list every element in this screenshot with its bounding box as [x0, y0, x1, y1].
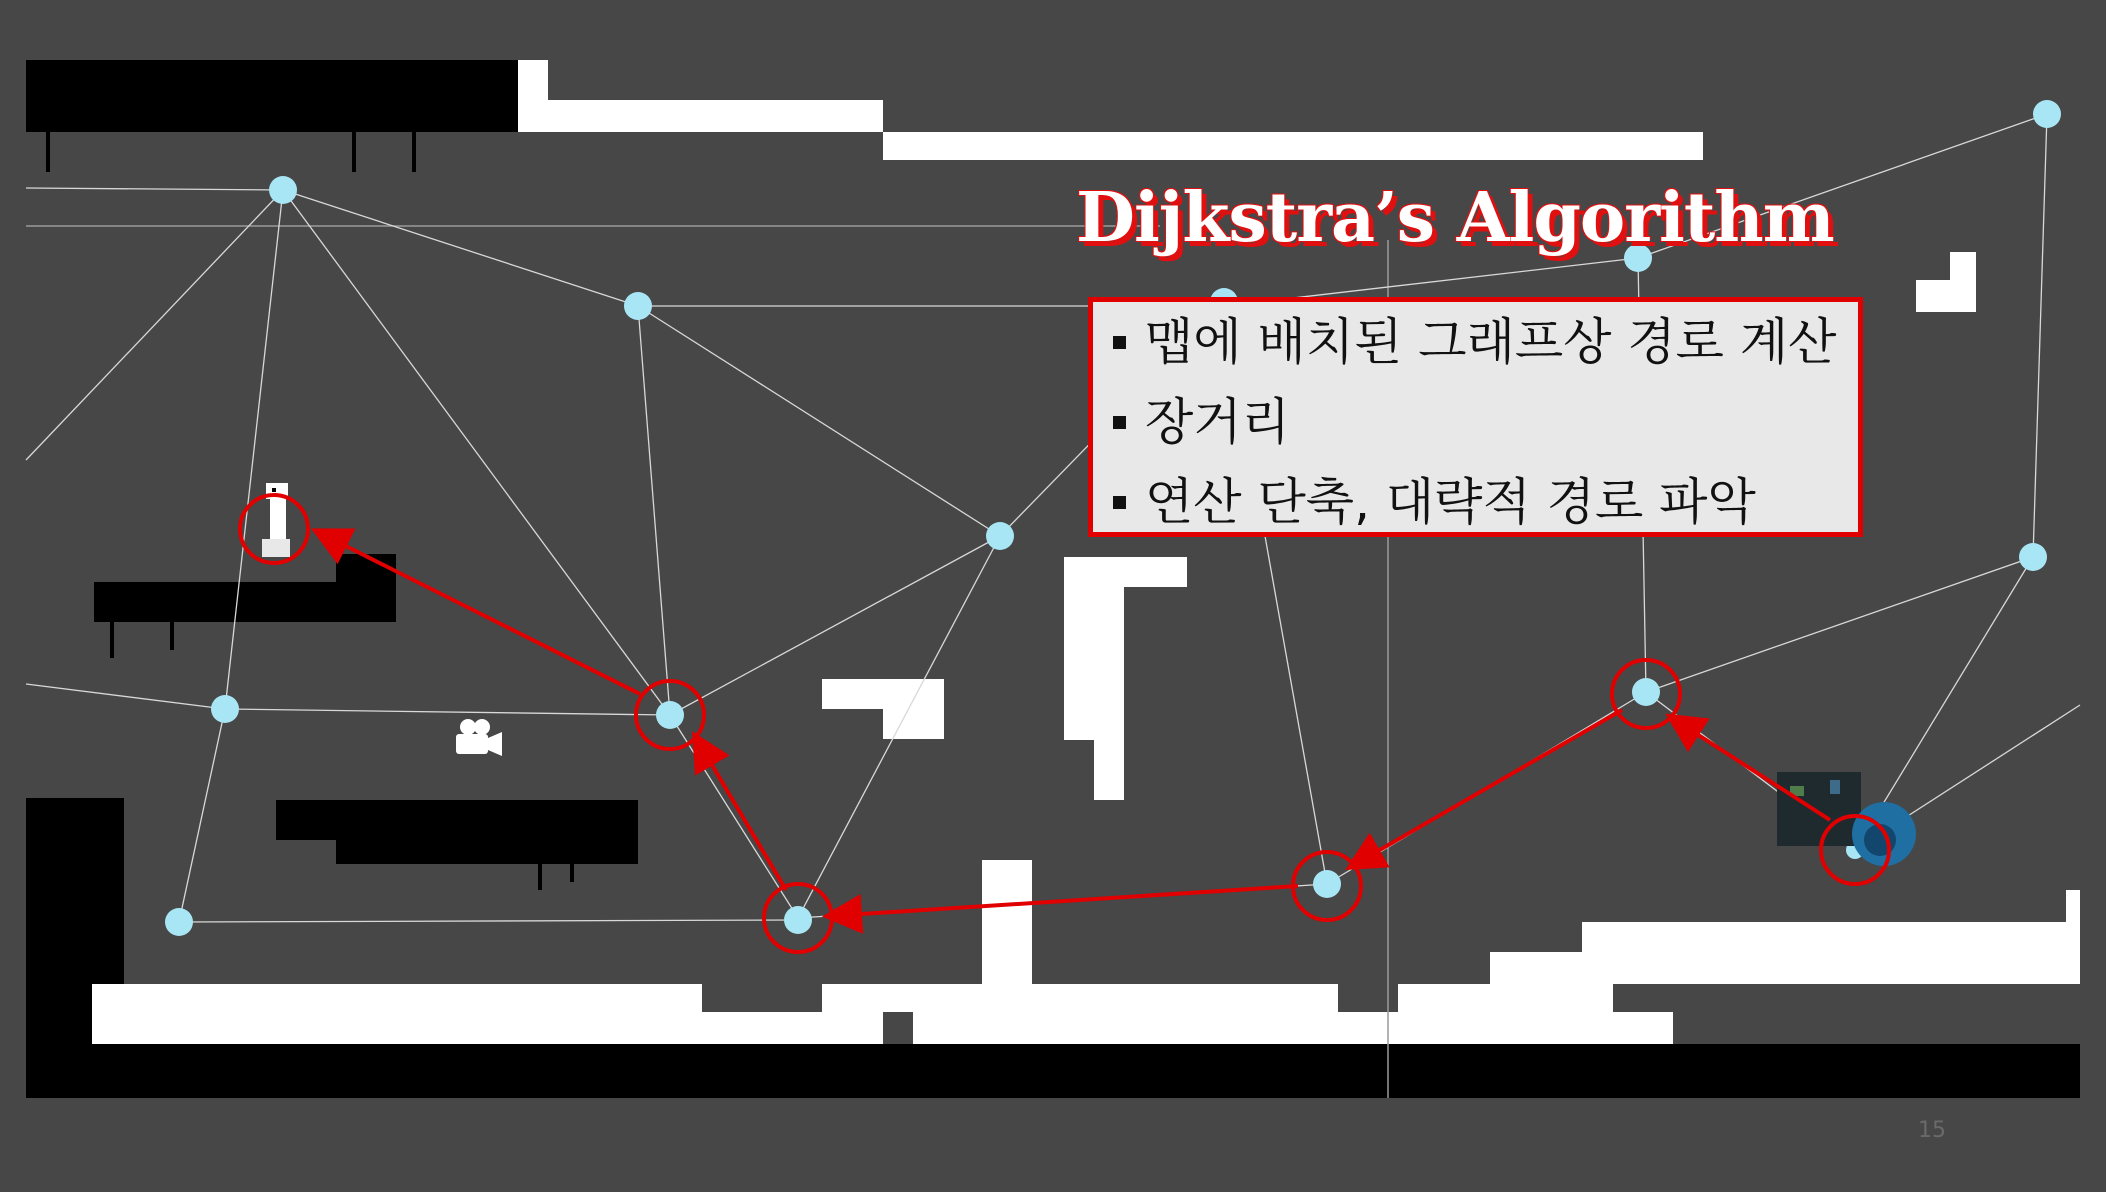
dark-drip-2: [352, 130, 356, 172]
dark-block-top-left: [26, 60, 518, 132]
graph-node[interactable]: [2019, 543, 2047, 571]
ground-white-7: [1490, 952, 2080, 984]
graph-node[interactable]: [1313, 870, 1341, 898]
dark-block-center-2: [336, 840, 638, 864]
dark-drip-4: [110, 620, 114, 658]
bullet-text: 맵에 배치된 그래프상 경로 계산: [1145, 313, 1837, 371]
bullet-square-icon: [1113, 496, 1126, 509]
bullet-item: [1093, 302, 1858, 382]
graph-node[interactable]: [269, 176, 297, 204]
dark-drip-3: [412, 130, 416, 172]
player-eye: [272, 488, 276, 492]
edge: [26, 190, 283, 460]
graph-node[interactable]: [656, 701, 684, 729]
camera-reel-1: [460, 719, 476, 735]
graph-node[interactable]: [986, 522, 1014, 550]
slide-title: Dijkstra’s Algorithm: [1076, 178, 1834, 258]
center-column: [982, 860, 1032, 985]
graph-node[interactable]: [211, 695, 239, 723]
edge: [798, 536, 1000, 918]
player-body: [270, 499, 286, 539]
camera-reel-2: [474, 719, 490, 735]
edge: [638, 306, 1000, 536]
edge: [638, 306, 670, 715]
ground-white-4: [1338, 1012, 1398, 1044]
graph-node[interactable]: [1632, 678, 1660, 706]
graph-node[interactable]: [2033, 100, 2061, 128]
path-arrow-3: [830, 886, 1298, 916]
top-platform-3: [883, 132, 1703, 160]
dark-drip-6: [538, 862, 542, 890]
dark-drip-7: [570, 862, 574, 882]
dark-tiles: [26, 60, 638, 1044]
ceiling-block-right-inner: [1916, 252, 1950, 280]
camera-icon: [456, 719, 502, 756]
dark-block-center: [276, 800, 638, 840]
camera-lens: [488, 732, 502, 756]
edge: [26, 684, 225, 709]
camera-body: [456, 734, 488, 754]
graph-node[interactable]: [165, 908, 193, 936]
dark-block-mid-left-2: [336, 554, 396, 622]
bullet-square-icon: [1113, 416, 1126, 429]
dark-column-left: [26, 798, 124, 984]
pillar-top: [1064, 557, 1187, 587]
edge: [283, 190, 670, 715]
dark-column-left-2: [26, 984, 92, 1044]
top-platform-2: [518, 100, 883, 132]
bullet-text: 장거리: [1145, 393, 1290, 451]
step-block-2: [883, 709, 944, 739]
page-number: 15: [1918, 1118, 1946, 1143]
ground-white-2: [702, 1012, 822, 1044]
edge: [225, 709, 670, 715]
bullet-item: [1093, 382, 1858, 462]
dark-drip-1: [46, 130, 50, 172]
player-legs: [262, 539, 290, 557]
edge: [179, 709, 225, 922]
step-block-1: [822, 679, 944, 709]
dark-drip-5: [170, 620, 174, 650]
edge: [179, 920, 798, 922]
ground-white-6: [1613, 1012, 1673, 1044]
edge: [2033, 114, 2047, 557]
bullet-list: [1093, 302, 1858, 542]
creature-detail-2: [1830, 780, 1840, 794]
pillar-lower: [1094, 740, 1124, 800]
creature-dark-body: [1777, 772, 1861, 846]
ground-white-9: [2066, 890, 2080, 922]
edge: [1646, 557, 2033, 692]
ground-white-8: [1582, 922, 2080, 952]
ground-white-5: [1398, 984, 1613, 1044]
bullet-item: [1093, 462, 1858, 542]
bullet-text: 연산 단축, 대략적 경로 파악: [1145, 473, 1756, 531]
graph-node[interactable]: [784, 906, 812, 934]
edge: [283, 190, 638, 306]
path-arrow-2: [1352, 710, 1622, 866]
edge: [225, 190, 283, 709]
edge: [26, 188, 283, 190]
graph-node[interactable]: [624, 292, 652, 320]
path-arrow-4: [696, 738, 786, 890]
ground-black: [26, 1044, 2080, 1098]
bullet-square-icon: [1113, 336, 1126, 349]
ground-white-1: [92, 984, 702, 1044]
path-arrow-1: [1672, 718, 1830, 820]
ground-gap: [883, 1012, 913, 1044]
bullet-box: [1088, 297, 1863, 537]
